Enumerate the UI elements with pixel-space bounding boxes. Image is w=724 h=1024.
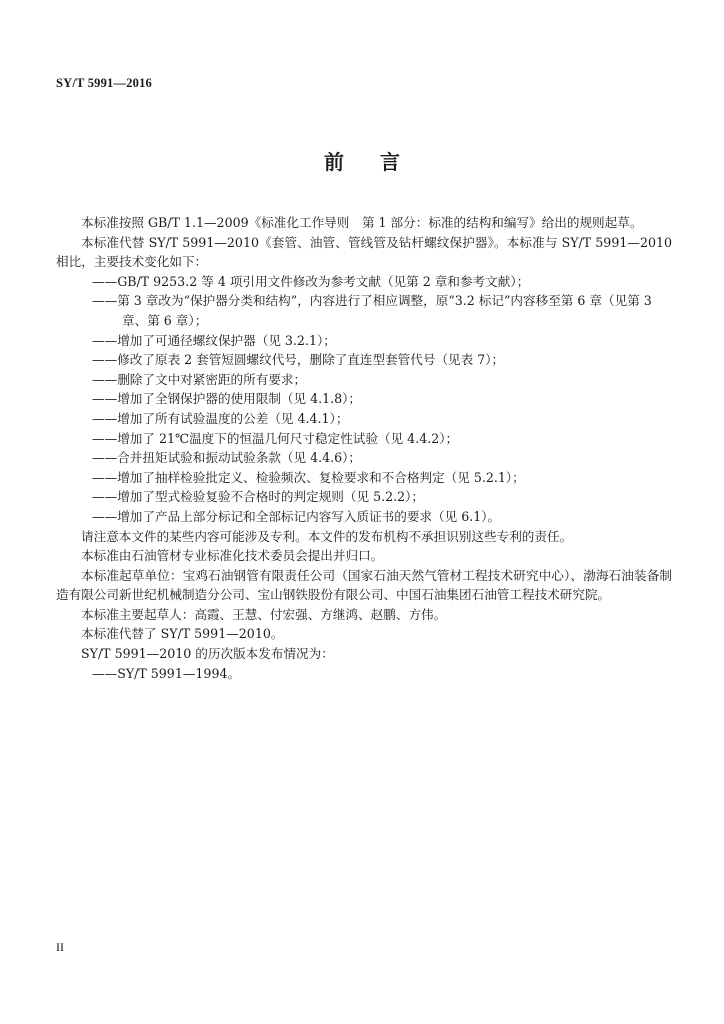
page-number: II — [56, 940, 64, 954]
list-item: ——删除了文中对紧密距的所有要求； — [92, 371, 307, 387]
page-title: 前言 — [324, 150, 436, 174]
paragraph-history-intro: SY/T 5991—2010 的历次版本发布情况为： — [81, 646, 334, 662]
paragraph-drafting-units: 本标准起草单位：宝鸡石油钢管有限责任公司（国家石油天然气管材工程技术研究中心）、渤海石油装备制造有限公司新世纪机械制造分公司、宝山钢铁股份有限公司、中国石油集团石油管工程技术研究院。 — [56, 567, 672, 603]
list-item: ——第 3 章改为“保护器分类和结构”，内容进行了相应调整，原“3.2 标记”内容移至第 6 章（见第 3 章、第 6 章）； — [92, 293, 652, 328]
version-history-list — [56, 664, 672, 684]
list-item: ——增加了抽样检验批定义、检验频次、复检要求和不合格判定（见 5.2.1）； — [92, 469, 525, 485]
paragraph-drafters: 本标准主要起草人：高霞、王慧、付宏强、方继鸿、赵鹏、方伟。 — [81, 606, 447, 622]
list-item: ——GB/T 9253.2 等 4 项引用文件修改为参考文献（见第 2 章和参考文献）； — [92, 273, 530, 289]
paragraph-patent-notice: 请注意本文件的某些内容可能涉及专利。本文件的发布机构不承担识别这些专利的责任。 — [81, 528, 573, 544]
paragraph-replacement: 本标准代替 SY/T 5991—2010《套管、油管、管线管及钻杆螺纹保护器》。本标准与 SY/T 5991—2010 相比，主要技术变化如下： — [56, 234, 672, 270]
list-item: ——修改了原表 2 套管短圆螺纹代号，删除了直连型套管代号（见表 7）； — [92, 352, 505, 368]
list-item: ——增加了型式检验复验不合格时的判定规则（见 5.2.2）； — [92, 489, 424, 505]
list-item: ——增加了可通径螺纹保护器（见 3.2.1）； — [92, 332, 336, 348]
list-item: ——增加了所有试验温度的公差（见 4.4.1）； — [92, 410, 349, 426]
paragraph-supersedes: 本标准代替了 SY/T 5991—2010。 — [81, 626, 284, 642]
paragraph-proposer: 本标准由石油管材专业标准化技术委员会提出并归口。 — [81, 548, 384, 564]
standard-code: SY/T 5991—2016 — [56, 76, 152, 90]
list-item: ——增加了全钢保护器的使用限制（见 4.1.8）； — [92, 391, 362, 407]
list-item: ——合并扭矩试验和振动试验条款（见 4.4.6）； — [92, 450, 362, 466]
list-item: ——增加了 21℃温度下的恒温几何尺寸稳定性试验（见 4.4.2）； — [92, 430, 459, 446]
technical-changes-list — [56, 272, 672, 527]
document-body — [56, 213, 672, 683]
list-item: ——SY/T 5991—1994。 — [92, 665, 241, 681]
list-item: ——增加了产品上部分标记和全部标记内容写入质证书的要求（见 6.1）。 — [92, 508, 501, 524]
paragraph-drafting-rules: 本标准按照 GB/T 1.1—2009《标准化工作导则 第 1 部分：标准的结构和编写》给出的规则起草。 — [81, 215, 643, 230]
